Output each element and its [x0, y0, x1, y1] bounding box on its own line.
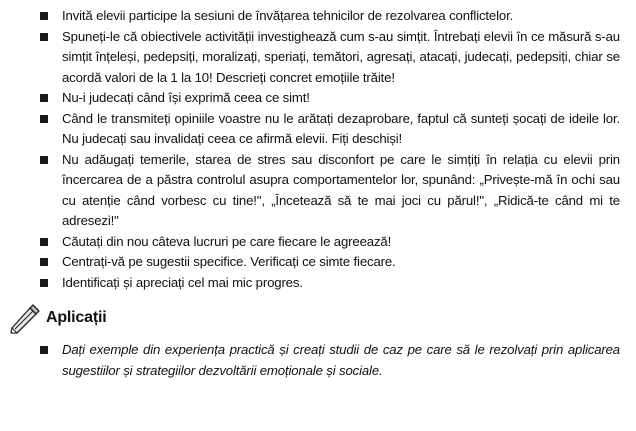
- list-item: [38, 150, 620, 232]
- square-bullet-icon: [40, 33, 48, 41]
- square-bullet-icon: [40, 156, 48, 164]
- list-item: [38, 88, 620, 109]
- square-bullet-icon: [40, 258, 48, 266]
- list-item: [38, 6, 620, 27]
- pencil-icon: [8, 302, 42, 334]
- list-item-text: Invită elevii participe la sesiuni de învățarea tehnicilor de rezolvarea conflictelor.: [62, 8, 514, 23]
- list-item: [38, 340, 620, 381]
- list-item-text: Nu adăugați temerile, starea de stres sau disconfort pe care le simțiți în relația cu elevii prin încercarea de a păstra controlul asupra comportamentelor lor, spunând: „Privește-mă în ochi sau cu atenție când vorbesc cu tine!", „Încetează să te mai joci cu părul!", „Ridică-te când mi te adresezi!": [62, 151, 620, 228]
- square-bullet-icon: [40, 115, 48, 123]
- square-bullet-icon: [40, 94, 48, 102]
- list-item: [38, 232, 620, 253]
- list-item-text: Nu-i judecați când își exprimă ceea ce simt!: [62, 90, 310, 105]
- list-item-text: Căutați din nou câteva lucruri pe care fiecare le agreează!: [62, 233, 392, 249]
- list-item: [38, 273, 620, 294]
- section-title: Aplicații: [46, 309, 107, 326]
- list-item-text: Dați exemple din experiența practică și creați studii de caz pe care să le rezolvați prin aplicarea sugestiilor și strategiilor dezvoltării emoționale și sociale.: [62, 342, 620, 378]
- square-bullet-icon: [40, 238, 48, 246]
- list-item: [38, 252, 620, 273]
- list-item-text: Identificați și apreciați cel mai mic progres.: [62, 274, 303, 290]
- square-bullet-icon: [40, 12, 48, 20]
- list-item-text: Când le transmiteți opiniile voastre nu le arătați dezaprobare, faptul că sunteți șocați de ideile lor. Nu judecați sau invalidați ceea ce afirmă elevii. Fiți deschiși!: [62, 110, 620, 146]
- list-item: [38, 109, 620, 150]
- square-bullet-icon: [40, 279, 48, 287]
- applications-list: [38, 340, 620, 381]
- list-item: [38, 27, 620, 89]
- recommendations-list: [38, 6, 620, 293]
- section-heading: [8, 302, 620, 334]
- square-bullet-icon: [40, 346, 48, 354]
- list-item-text: Centrați-vă pe sugestii specifice. Verificați ce simte fiecare.: [62, 254, 396, 269]
- list-item-text: Spuneți-le că obiectivele activității investighează cum s-au simțit. Întrebați elevii în ce măsură s-au simțit înțeleși, pedepsiți, moralizați, speriați, temători, agresați, atacați, judecați, pedepsiți, chiar se acordă valori de la 1 la 10! Descrieți concret emoțiile trăite!: [62, 28, 620, 85]
